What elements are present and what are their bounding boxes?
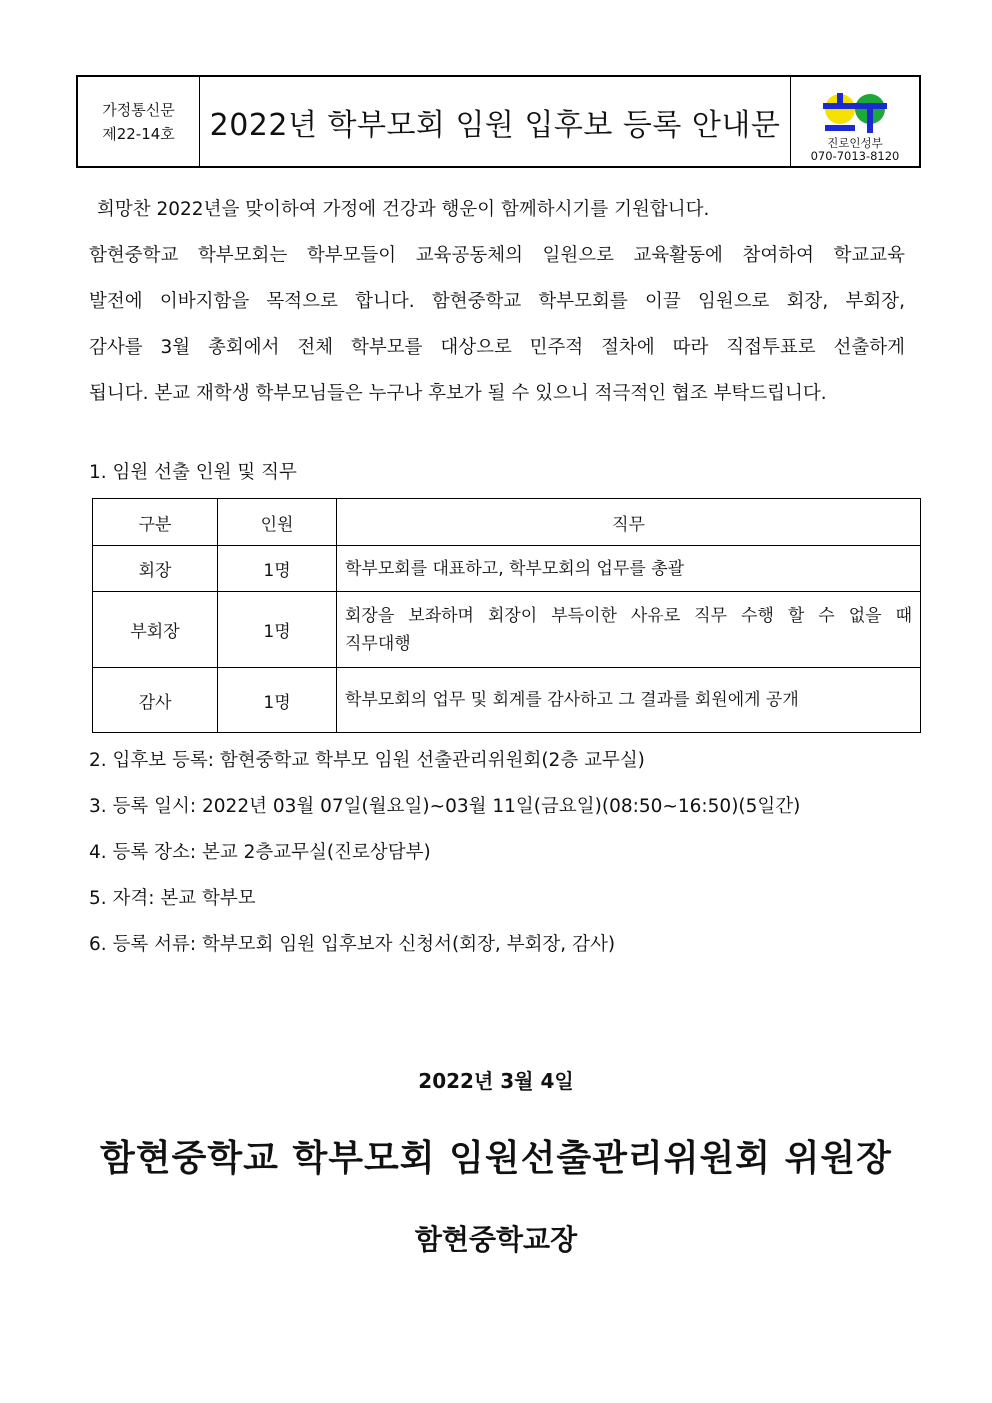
dept-phone: 070-7013-8120 <box>810 149 900 163</box>
count-cell: 1명 <box>218 592 337 668</box>
dept-cell <box>791 77 919 166</box>
logo-blue-stem-right <box>867 109 873 133</box>
doc-type: 가정통신문 <box>102 100 175 119</box>
role-cell: 회장 <box>93 546 218 592</box>
duty-line-1: 회장을 보좌하며 회장이 부득이한 사유로 직무 수행 할 수 없을 때 <box>345 605 912 626</box>
table-header-row <box>93 499 921 546</box>
table-row <box>93 668 921 733</box>
intro-line-1: 희망찬 2022년을 맞이하여 가정에 건강과 행운이 함께하시기를 기원합니다. <box>97 199 710 220</box>
intro-paragraph <box>89 187 905 417</box>
info-list <box>89 742 800 972</box>
col-header-count: 인원 <box>218 499 337 546</box>
duty-cell <box>337 592 921 668</box>
intro-line-2: 함현중학교 학부모회는 학부모들이 교육공동체의 일원으로 교육활동에 참여하여 학교교육 <box>89 245 905 266</box>
list-item: 4. 등록 장소: 본교 2층교무실(진로상담부) <box>89 842 431 863</box>
section-1-heading: 1. 임원 선출 인원 및 직무 <box>89 462 297 483</box>
doc-number: 제22-14호 <box>102 124 175 143</box>
duty-cell: 학부모회의 업무 및 회계를 감사하고 그 결과를 회원에게 공개 <box>337 668 921 733</box>
col-header-role: 구분 <box>93 499 218 546</box>
issue-date: 2022년 3월 4일 <box>418 1069 574 1093</box>
table-row <box>93 546 921 592</box>
letter-header <box>76 75 921 168</box>
role-cell: 감사 <box>93 668 218 733</box>
logo-blue-base <box>825 125 855 131</box>
list-item: 3. 등록 일시: 2022년 03월 07일(월요일)~03월 11일(금요일)(08:50~16:50)(5일간) <box>89 796 801 817</box>
intro-line-3: 발전에 이바지함을 목적으로 합니다. 함현중학교 학부모회를 이끌 임원으로 회장, 부회장, <box>89 291 905 312</box>
committee-signature: 함현중학교 학부모회 임원선출관리위원회 위원장 <box>100 1138 892 1179</box>
col-header-duty: 직무 <box>337 499 921 546</box>
count-cell: 1명 <box>218 668 337 733</box>
logo-blue-stem-left <box>837 93 843 107</box>
table-row <box>93 592 921 668</box>
list-item: 5. 자격: 본교 학부모 <box>89 888 256 909</box>
logo-blue-bar <box>823 103 887 109</box>
doc-info-cell <box>78 77 200 166</box>
school-logo-icon <box>820 91 890 135</box>
list-item: 2. 입후보 등록: 함현중학교 학부모 임원 선출관리위원회(2층 교무실) <box>89 750 645 771</box>
duties-table <box>92 498 921 733</box>
duty-cell: 학부모회를 대표하고, 학부모회의 업무를 총괄 <box>337 546 921 592</box>
intro-line-4: 감사를 3월 총회에서 전체 학부모를 대상으로 민주적 절차에 따라 직접투표로 선출하게 <box>89 337 905 358</box>
intro-line-5: 됩니다. 본교 재학생 학부모님들은 누구나 후보가 될 수 있으니 적극적인 협조 부탁드립니다. <box>89 383 827 404</box>
page-title: 2022년 학부모회 임원 입후보 등록 안내문 <box>200 77 791 166</box>
dept-name: 진로인성부 <box>827 136 883 150</box>
role-cell: 부회장 <box>93 592 218 668</box>
principal-signature: 함현중학교장 <box>414 1223 578 1256</box>
list-item: 6. 등록 서류: 학부모회 임원 입후보자 신청서(회장, 부회장, 감사) <box>89 934 616 955</box>
count-cell: 1명 <box>218 546 337 592</box>
duty-line-2: 직무대행 <box>345 633 411 654</box>
